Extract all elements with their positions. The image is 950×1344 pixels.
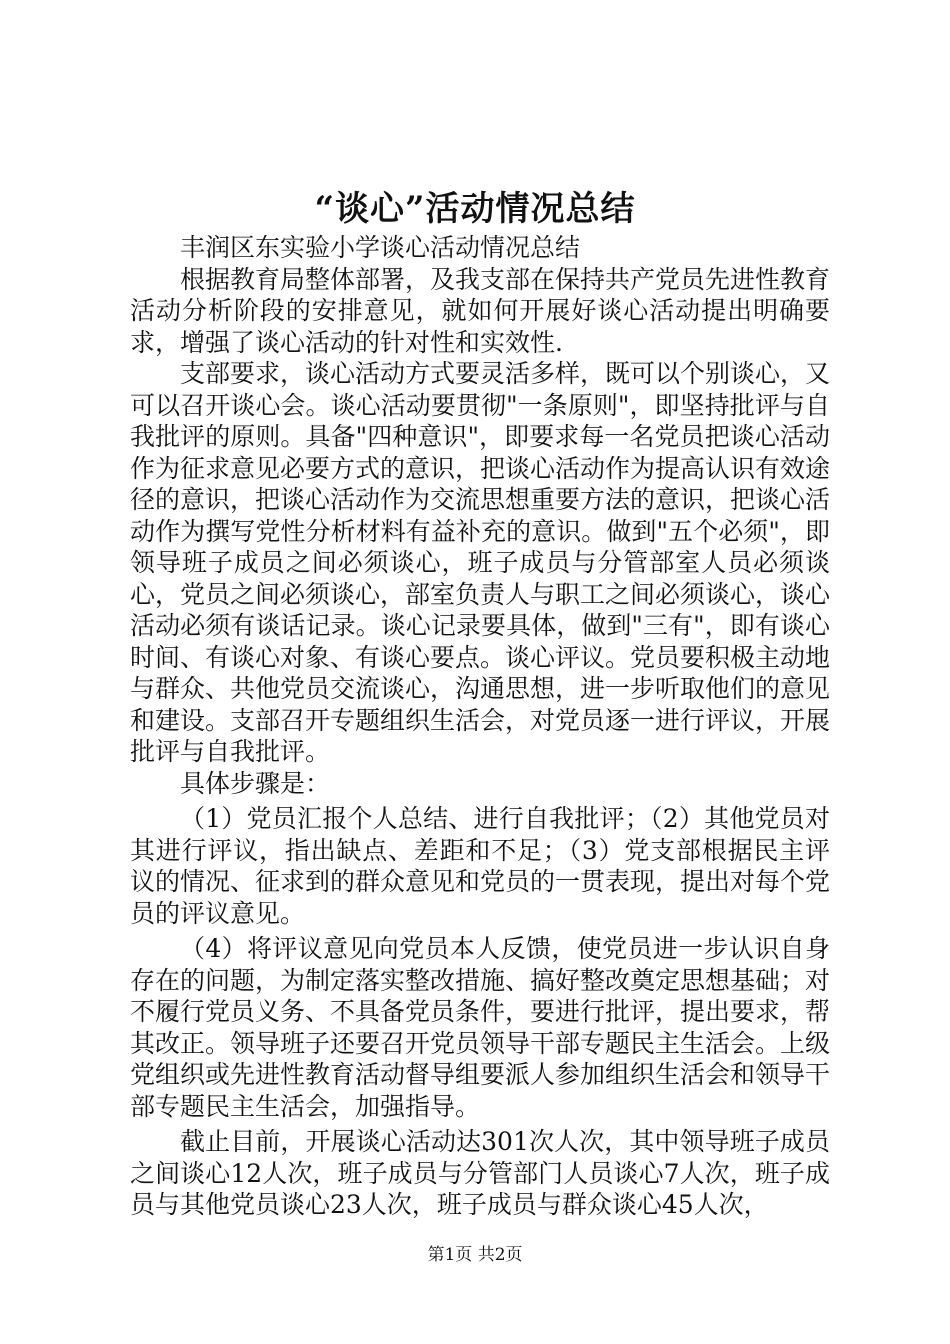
paragraph-statistics: 截止目前，开展谈心活动达301次人次，其中领导班子成员之间谈心12人次，班子成员与分管部门人员谈心7人次，班子成员与其他党员谈心23人次，班子成员与群众谈心45人次， — [130, 1127, 830, 1219]
paragraph-intro: 根据教育局整体部署，及我支部在保持共产党员先进性教育活动分析阶段的安排意见，就如何开展好谈心活动提出明确要求，增强了谈心活动的针对性和实效性. — [130, 264, 831, 357]
paragraph-step-4: （4）将评议意见向党员本人反馈，使党员进一步认识自身存在的问题，为制定落实整改措施、搞好整改奠定思想基础；对不履行党员义务、不具备党员条件，要进行批评，提出要求，帮其改正。领导班子还要召开党员领导干部专题民主生活会。上级党组织或先进性教育活动督导组要派人参加组织生活会和领导干部专题民主生活会，加强指导。 — [130, 934, 831, 1121]
document-title: “谈心”活动情况总结 — [314, 189, 636, 229]
paragraph-steps-heading: 具体步骤是： — [180, 768, 331, 798]
paragraph-requirements: 支部要求，谈心活动方式要灵活多样，既可以个别谈心，又可以召开谈心会。谈心活动要贯彻"一条原则"，即坚持批评与自我批评的原则。具备"四种意识"，即要求每一名党员把谈心活动作为征求意见必要方式的意识，把谈心活动作为提高认识有效途径的意识，把谈心活动作为交流思想重要方法的意识，把谈心活动作为撰写党性分析材料有益补充的意识。做到"五个必须"，即领导班子成员之间必须谈心，班子成员与分管部室人员必须谈心，党员之间必须谈心，部室负责人与职工之间必须谈心，谈心活动必须有谈话记录。谈心记录要具体，做到"三有"，即有谈心时间、有谈心对象、有谈心要点。谈心评议。党员要积极主动地与群众、共他党员交流谈心，沟通思想，进一步听取他们的意见和建设。支部召开专题组织生活会，对党员逐一进行评议，开展批评与自我批评。 — [130, 359, 831, 766]
document-body — [130, 232, 830, 1221]
paragraph-steps-1-3: （1）党员汇报个人总结、进行自我批评；（2）其他党员对其进行评议，指出缺点、差距和不足；（3）党支部根据民主评议的情况、征求到的群众意见和党员的一贯表现，提出对每个党员的评议意见。 — [130, 804, 831, 928]
paragraph-subtitle: 丰润区东实验小学谈心活动情况总结 — [180, 233, 581, 262]
page-number-footer: 第1页 共2页 — [427, 1245, 523, 1265]
